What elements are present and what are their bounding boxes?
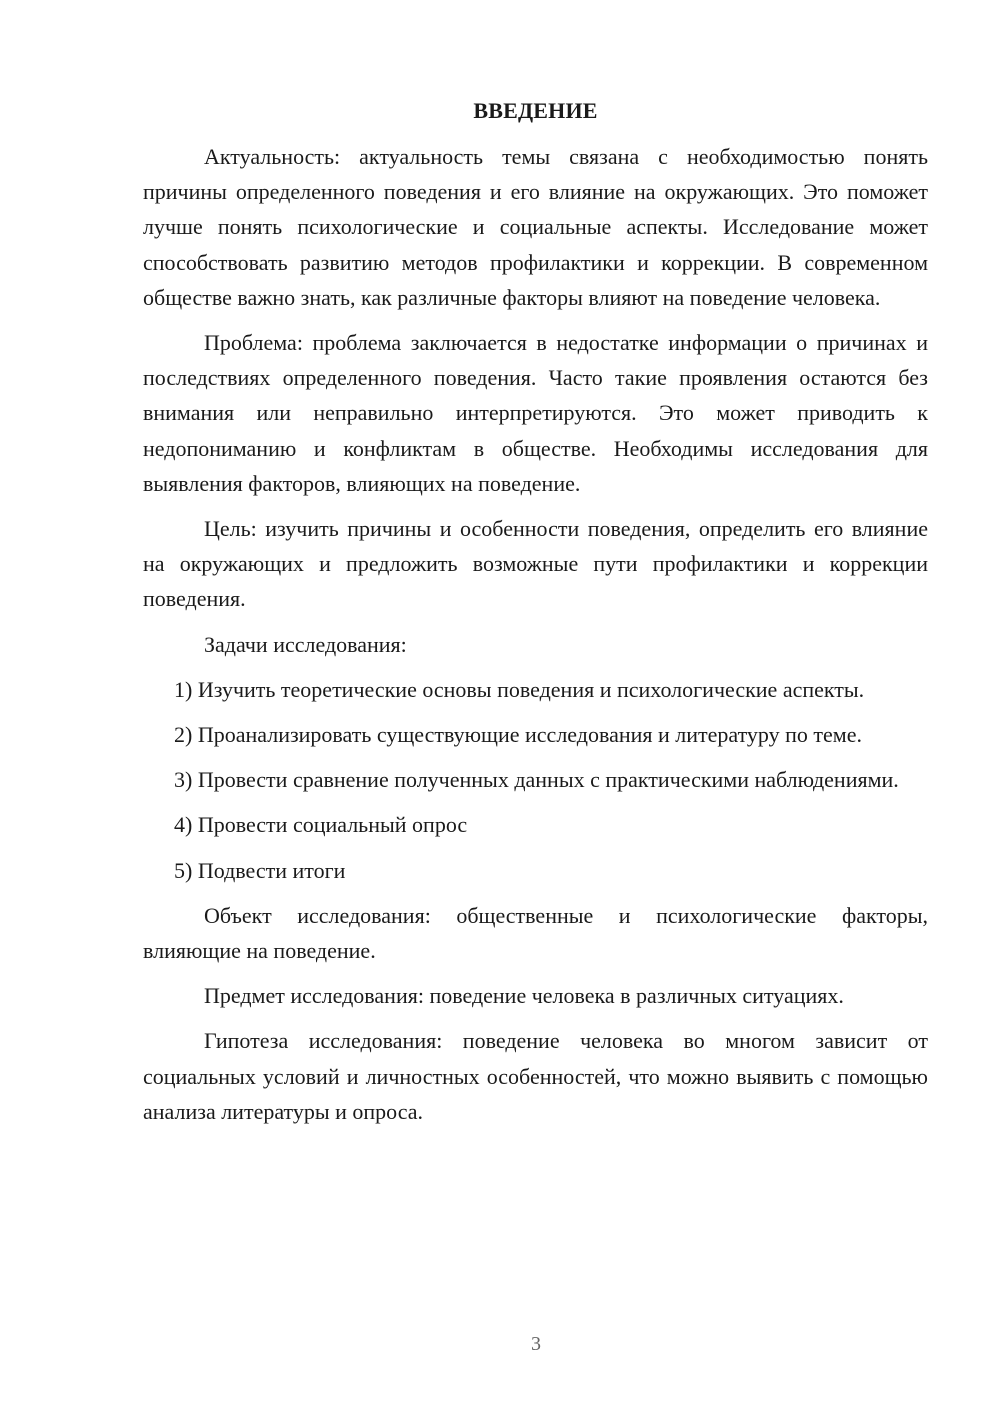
page-title: ВВЕДЕНИЕ — [473, 98, 598, 123]
page-number: 3 — [531, 1333, 541, 1355]
problem-paragraph: Проблема: проблема заключается в недостатке информации о причинах и последствиях определенного поведения. Часто такие проявления остаются без внимания или неправильно интерпретируются. Это может приводить к недопониманию и конфликтам в обществе. Необходимы исследования для выявления факторов, влияющих на поведение. — [143, 330, 928, 496]
task-item-1: 1) Изучить теоретические основы поведения и психологические аспекты. — [174, 676, 865, 702]
subject-paragraph: Предмет исследования: поведение человека в различных ситуациях. — [204, 983, 844, 1009]
document-body — [143, 96, 928, 1139]
goal-paragraph: Цель: изучить причины и особенности поведения, определить его влияние на окружающих и предложить возможные пути профилактики и коррекции поведения. — [143, 516, 928, 612]
hypothesis-paragraph: Гипотеза исследования: поведение человека во многом зависит от социальных условий и личностных особенностей, что можно выявить с помощью анализа литературы и опроса. — [143, 1028, 928, 1124]
task-item-5: 5) Подвести итоги — [174, 857, 346, 883]
object-paragraph: Объект исследования: общественные и психологические факторы, влияющие на поведение. — [143, 902, 928, 964]
relevance-paragraph: Актуальность: актуальность темы связана с необходимостью понять причины определенного поведения и его влияние на окружающих. Это поможет лучше понять психологические и социальные аспекты. Исследование может способствовать развитию методов профилактики и коррекции. В современном обществе важно знать, как различные факторы влияют на поведение человека. — [143, 144, 928, 310]
task-item-3: 3) Провести сравнение полученных данных с практическими наблюдениями. — [174, 767, 899, 793]
tasks-heading: Задачи исследования: — [204, 631, 407, 657]
task-item-2: 2) Проанализировать существующие исследования и литературу по теме. — [174, 722, 862, 748]
task-item-4: 4) Провести социальный опрос — [174, 812, 468, 838]
